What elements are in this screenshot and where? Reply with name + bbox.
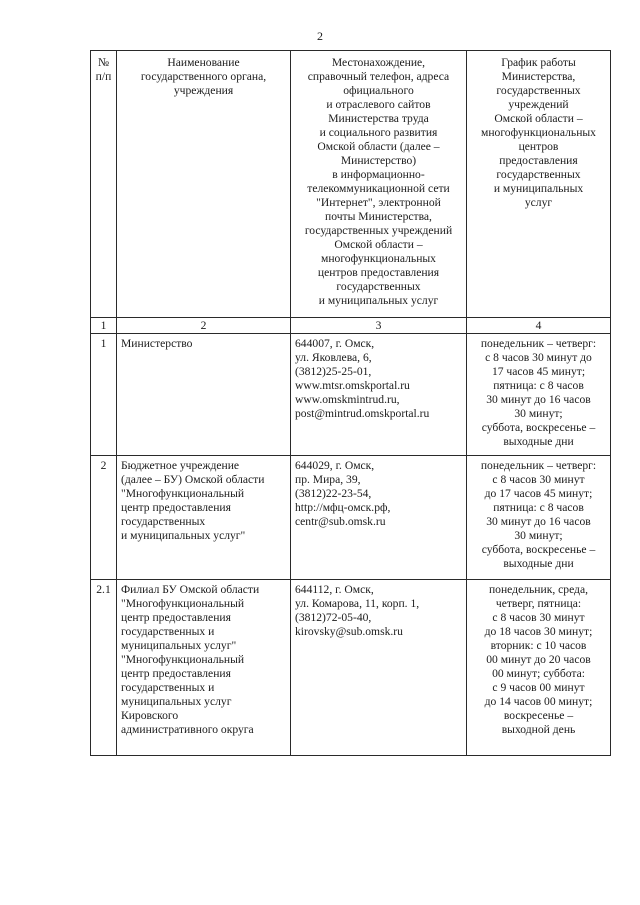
text-line: центров [518, 140, 559, 153]
text-line: выходные дни [503, 435, 574, 448]
text-line: пятница: с 8 часов [493, 379, 584, 392]
text-line: с 8 часов 30 минут [492, 611, 585, 624]
work-schedule-cell [467, 456, 611, 580]
text-line: многофункциональных [481, 126, 596, 139]
text-line: до 17 часов 45 минут; [484, 487, 593, 500]
text-line: государственных [121, 515, 206, 528]
text-line: (3812)72-05-40, [295, 611, 372, 624]
text-line: "Многофункциональный [121, 597, 245, 610]
column-numbers-row [91, 318, 611, 334]
text-line: государственных и [121, 625, 215, 638]
text-line: Филиал БУ Омской области [121, 583, 260, 596]
text-line: государственных [496, 84, 581, 97]
text-line: выходные дни [503, 557, 574, 570]
location-contacts-cell [291, 580, 467, 756]
text-line: почты Министерства, [325, 210, 432, 223]
text-line: муниципальных услуг" [121, 639, 237, 652]
text-line: 00 минут; суббота: [492, 667, 585, 680]
text-line: Местонахождение, [331, 56, 426, 69]
work-schedule-cell [467, 334, 611, 456]
text-line: Омской области – [334, 238, 423, 251]
text-line: 644029, г. Омск, [295, 459, 375, 472]
text-line: ул. Яковлева, 6, [295, 351, 372, 364]
text-line: График работы [501, 56, 576, 69]
text-line: до 18 часов 30 минут; [484, 625, 593, 638]
table-row [91, 456, 611, 580]
text-line: Бюджетное учреждение [121, 459, 240, 472]
text-line: Министерство [121, 337, 193, 350]
column-number-cell: 4 [467, 318, 611, 334]
text-line: Министерства, [501, 70, 576, 83]
text-line: и муниципальных услуг" [121, 529, 246, 542]
header-location-contacts [291, 51, 467, 318]
text-line: административного округа [121, 723, 254, 736]
text-line: пятница: с 8 часов [493, 501, 584, 514]
text-line: понедельник – четверг: [480, 337, 597, 350]
text-line: centr@sub.omsk.ru [295, 515, 386, 528]
text-line: kirovsky@sub.omsk.ru [295, 625, 403, 638]
text-line: 00 минут до 20 часов [486, 653, 591, 666]
text-line: "Многофункциональный [121, 653, 245, 666]
text-line: с 8 часов 30 минут до [485, 351, 592, 364]
text-line: www.omskmintrud.ru, [295, 393, 400, 406]
text-line: 644112, г. Омск, [295, 583, 374, 596]
row-number-cell: 1 [91, 334, 117, 456]
text-line: телекоммуникационной сети [307, 182, 450, 195]
location-contacts-cell [291, 334, 467, 456]
text-line: учреждения [173, 84, 234, 97]
text-line: и социального развития [319, 126, 438, 139]
text-line: до 14 часов 00 минут; [484, 695, 593, 708]
text-line: центр предоставления [121, 501, 231, 514]
text-line: "Интернет", электронной [316, 196, 441, 209]
text-line: Кировского [121, 709, 179, 722]
text-line: многофункциональных [321, 252, 436, 265]
text-line: центр предоставления [121, 667, 231, 680]
text-line: центров предоставления [317, 266, 440, 279]
text-line: и муниципальных услуг [318, 294, 439, 307]
text-line: 30 минут до 16 часов [486, 515, 591, 528]
text-line: "Многофункциональный [121, 487, 245, 500]
text-line: 30 минут; [514, 407, 563, 420]
organization-cell [117, 456, 291, 580]
table-row [91, 334, 611, 456]
row-number-cell: 2 [91, 456, 117, 580]
location-contacts-cell [291, 456, 467, 580]
text-line: суббота, воскресенье – [481, 421, 596, 434]
institutions-table [90, 50, 611, 756]
text-line: официального [343, 84, 414, 97]
text-line: понедельник – четверг: [480, 459, 597, 472]
column-number-cell: 2 [117, 318, 291, 334]
text-line: государственных и [121, 681, 215, 694]
text-line: 30 минут до 16 часов [486, 393, 591, 406]
page-number: 2 [317, 29, 323, 43]
organization-cell [117, 580, 291, 756]
text-line: и отраслевого сайтов [326, 98, 431, 111]
text-line: понедельник, среда, [488, 583, 589, 596]
header-number [91, 51, 117, 318]
text-line: четверг, пятница: [495, 597, 582, 610]
text-line: государственных учреждений [304, 224, 453, 237]
text-line: (3812)22-23-54, [295, 487, 372, 500]
text-line: с 9 часов 00 минут [492, 681, 585, 694]
organization-cell [117, 334, 291, 456]
text-line: www.mtsr.omskportal.ru [295, 379, 410, 392]
text-line: Наименование [167, 56, 240, 69]
text-line: (3812)25-25-01, [295, 365, 372, 378]
row-number-cell: 2.1 [91, 580, 117, 756]
text-line: государственных [336, 280, 421, 293]
text-line: учреждений [508, 98, 569, 111]
text-line: суббота, воскресенье – [481, 543, 596, 556]
text-line: post@mintrud.omskportal.ru [295, 407, 430, 420]
text-line: государственного органа, [140, 70, 267, 83]
text-line: предоставления [499, 154, 578, 167]
column-number-cell: 1 [91, 318, 117, 334]
text-line: Омской области – [494, 112, 583, 125]
text-line: ул. Комарова, 11, корп. 1, [295, 597, 420, 610]
table-header-row [91, 51, 611, 318]
work-schedule-cell [467, 580, 611, 756]
column-number-cell: 3 [291, 318, 467, 334]
text-line: № [97, 56, 110, 69]
text-line: (далее – БУ) Омской области [121, 473, 265, 486]
text-line: центр предоставления [121, 611, 231, 624]
text-line: муниципальных услуг [121, 695, 232, 708]
text-line: с 8 часов 30 минут [492, 473, 585, 486]
text-line: пр. Мира, 39, [295, 473, 361, 486]
text-line: и муниципальных [493, 182, 584, 195]
text-line: вторник: с 10 часов [490, 639, 587, 652]
text-line: 644007, г. Омск, [295, 337, 375, 350]
text-line: Министерства труда [328, 112, 429, 125]
text-line: Омской области (далее – [317, 140, 440, 153]
text-line: 17 часов 45 минут; [491, 365, 586, 378]
header-work-schedule [467, 51, 611, 318]
text-line: государственных [496, 168, 581, 181]
header-organization [117, 51, 291, 318]
text-line: 30 минут; [514, 529, 563, 542]
text-line: в информационно- [332, 168, 425, 181]
table-row [91, 580, 611, 756]
text-line: справочный телефон, адреса [307, 70, 450, 83]
text-line: услуг [524, 196, 553, 209]
text-line: воскресенье – [503, 709, 574, 722]
text-line: выходной день [501, 723, 576, 736]
text-line: Министерство) [340, 154, 417, 167]
text-line: http://мфц-омск.рф, [295, 501, 391, 514]
text-line: п/п [95, 70, 112, 83]
